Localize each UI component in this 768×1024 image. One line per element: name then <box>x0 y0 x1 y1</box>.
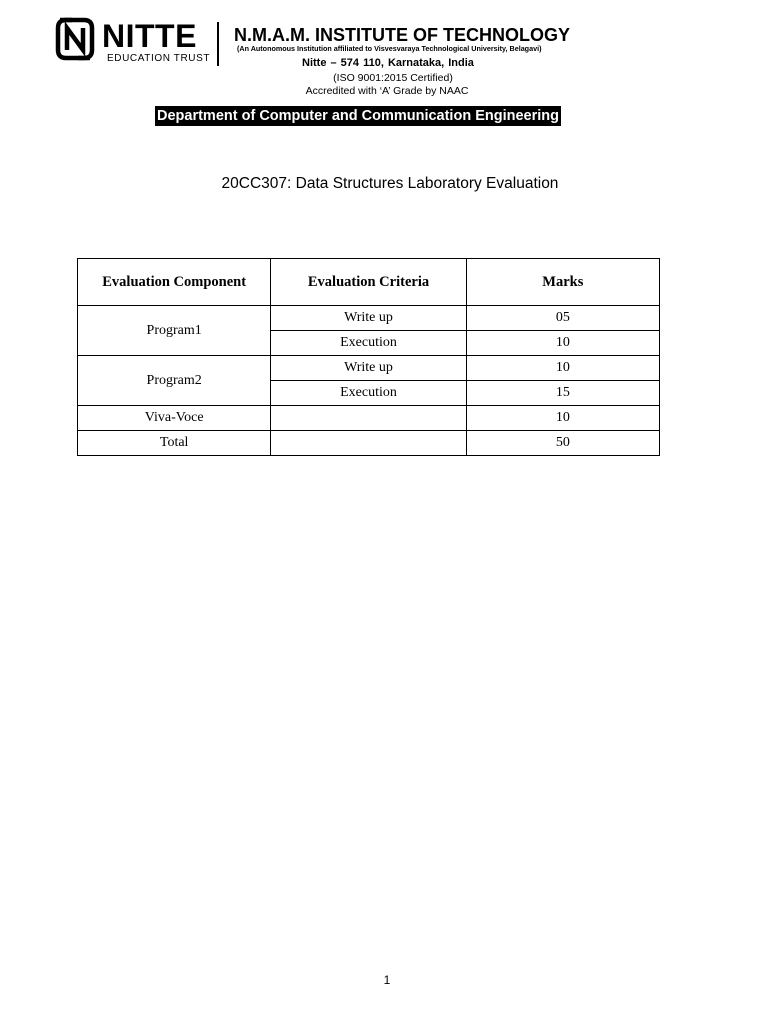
header-evaluation-criteria: Evaluation Criteria <box>271 259 466 306</box>
marks-cell: 50 <box>466 431 659 456</box>
nitte-n-logo-icon <box>54 16 96 62</box>
institute-name: N.M.A.M. INSTITUTE OF TECHNOLOGY <box>234 25 570 45</box>
nitte-logo <box>54 16 214 66</box>
marks-cell: 10 <box>466 356 659 381</box>
logo-subtext: EDUCATION TRUST <box>107 53 211 64</box>
table-row-total <box>78 431 660 456</box>
header-marks: Marks <box>466 259 659 306</box>
marks-cell: 15 <box>466 381 659 406</box>
table-header-row <box>78 259 660 306</box>
page-number: 1 <box>383 973 391 987</box>
naac-accreditation: Accredited with ‘A’ Grade by NAAC <box>305 85 469 97</box>
criteria-cell: Write up <box>271 306 466 331</box>
criteria-cell <box>271 431 466 456</box>
iso-certification: (ISO 9001:2015 Certified) <box>333 72 453 84</box>
criteria-cell: Execution <box>271 381 466 406</box>
header-evaluation-component: Evaluation Component <box>78 259 271 306</box>
department-banner: Department of Computer and Communication Engineering <box>157 108 559 124</box>
marks-cell: 10 <box>466 406 659 431</box>
institute-address: Nitte – 574 110, Karnataka, India <box>302 57 474 69</box>
criteria-cell <box>271 406 466 431</box>
component-cell: Program1 <box>78 306 271 356</box>
table-row <box>78 306 660 331</box>
component-cell: Viva-Voce <box>78 406 271 431</box>
table-row <box>78 356 660 381</box>
header-divider <box>217 22 219 66</box>
institute-affiliation: (An Autonomous Institution affiliated to Visvesvaraya Technological University, Belagavi) <box>237 44 542 53</box>
marks-cell: 10 <box>466 331 659 356</box>
component-cell: Program2 <box>78 356 271 406</box>
table-row <box>78 406 660 431</box>
criteria-cell: Write up <box>271 356 466 381</box>
criteria-cell: Execution <box>271 331 466 356</box>
document-title: 20CC307: Data Structures Laboratory Evaluation <box>221 175 559 192</box>
marks-cell: 05 <box>466 306 659 331</box>
component-cell: Total <box>78 431 271 456</box>
logo-wordmark: NITTE <box>102 18 197 54</box>
evaluation-table <box>77 258 660 456</box>
